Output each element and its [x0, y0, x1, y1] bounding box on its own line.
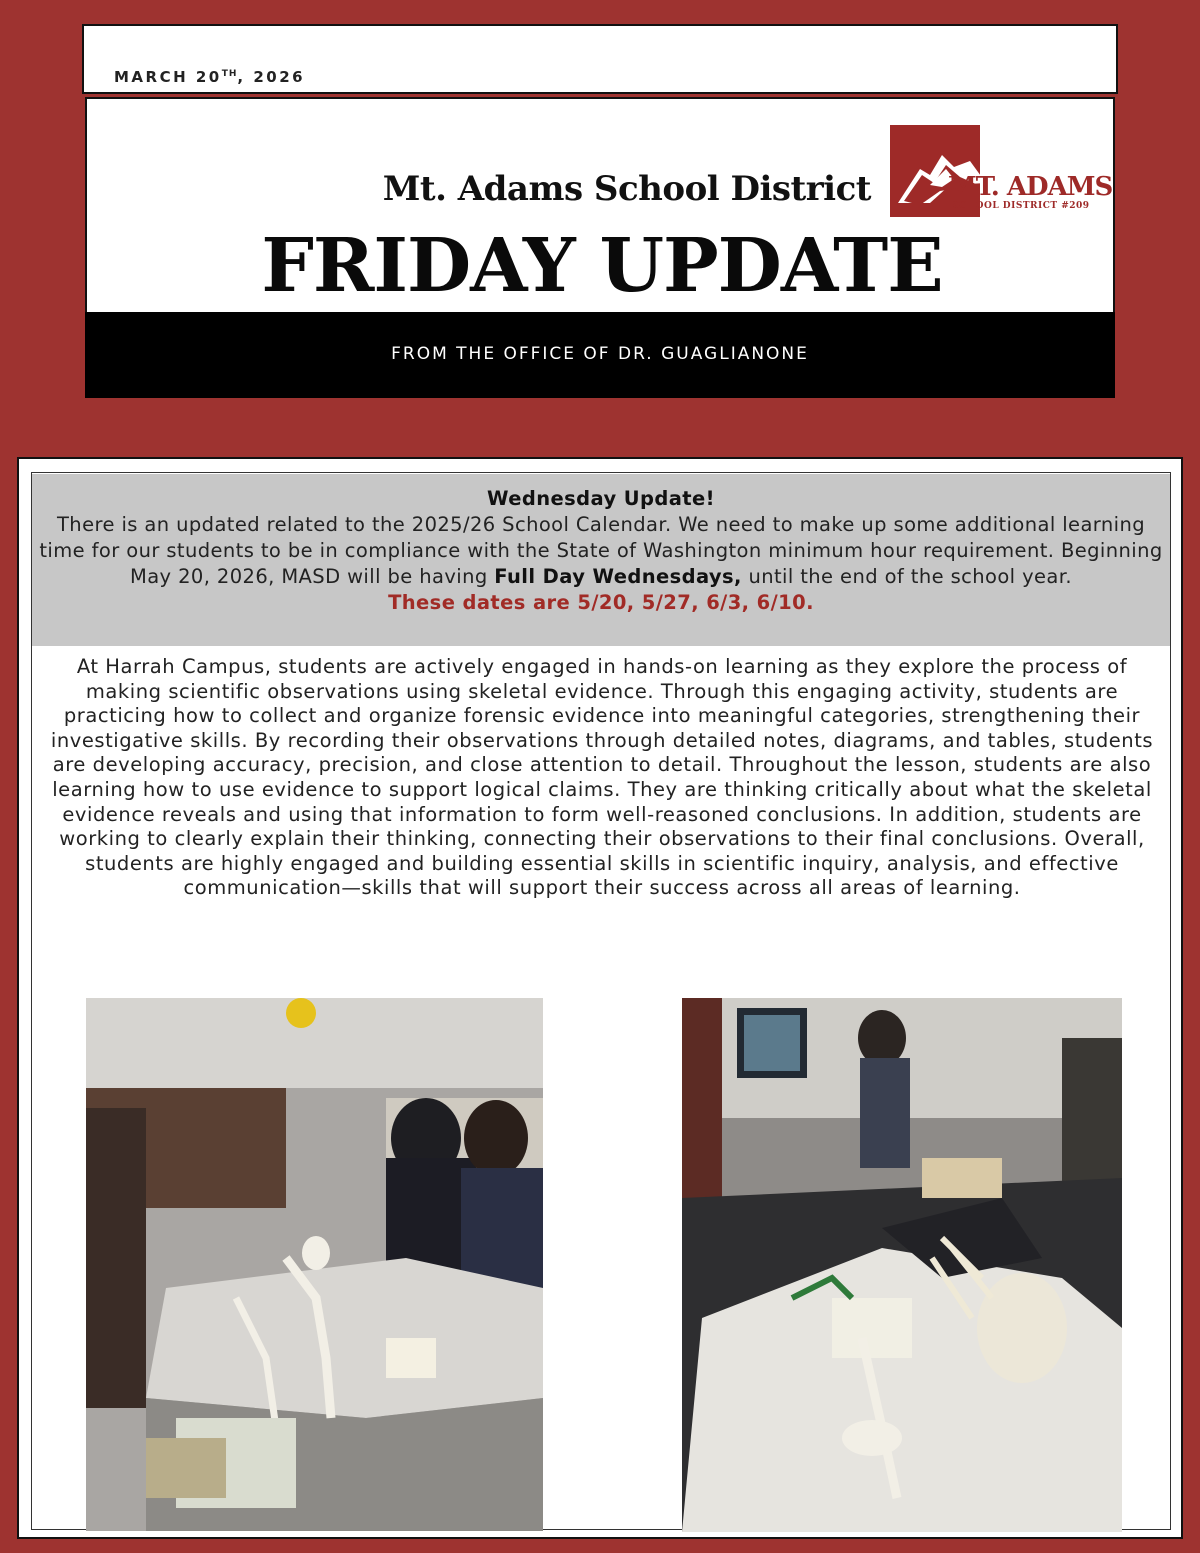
article-body: At Harrah Campus, students are actively engaged in hands-on learning as they explore the process of making scientific observations using skeletal evidence. Through this engaging activity, students are practicing how to collect and organize forensic evidence into meaningful categories, strengthening their investigative skills. By recording their observations through detailed notes, diagrams, and tables, students are developing accuracy, precision, and close attention to detail. Throughout the lesson, students are also learning how to use evidence to support logical claims. They are thinking critically about what the skeletal evidence reveals and using that information to form well-reasoned conclusions. In addition, students are working to clearly explain their thinking, connecting their observations to their final conclusions. Overall, students are highly engaged and building essential skills in scientific inquiry, analysis, and effective communication—skills that will support their success across all areas of learning. [50, 655, 1154, 900]
issue-date: MARCH 20TH, 2026 [114, 68, 306, 86]
wednesday-notice [32, 474, 1170, 646]
notice-dates: These dates are 5/20, 5/27, 6/3, 6/10. [388, 591, 814, 614]
office-bar [85, 312, 1115, 398]
page-title: FRIDAY UPDATE [261, 223, 943, 309]
content-panel [17, 457, 1183, 1539]
office-line: FROM THE OFFICE OF DR. GUAGLIANONE [391, 344, 809, 364]
photo-skeleton-evidence [682, 998, 1122, 1532]
district-name: Mt. Adams School District [382, 169, 871, 209]
photo-skeleton-table-students [86, 998, 543, 1531]
notice-text: There is an updated related to the 2025/26 School Calendar. We need to make up some additional learning time for our students to be in compliance with the State of Washington minimum hour requirement. Beginning May 20, 2026, MASD will be having Full Day Wednesdays, until the end of the school year. [39, 513, 1163, 588]
district-logo [890, 125, 1112, 217]
masthead [85, 97, 1115, 312]
notice-bold: Full Day Wednesdays, [494, 565, 742, 588]
date-bar [82, 24, 1118, 94]
logo-subtitle: SCHOOL DISTRICT #209 [952, 201, 1090, 211]
logo-name: MT. ADAMS [948, 172, 1113, 202]
notice-heading: Wednesday Update! [487, 487, 715, 510]
